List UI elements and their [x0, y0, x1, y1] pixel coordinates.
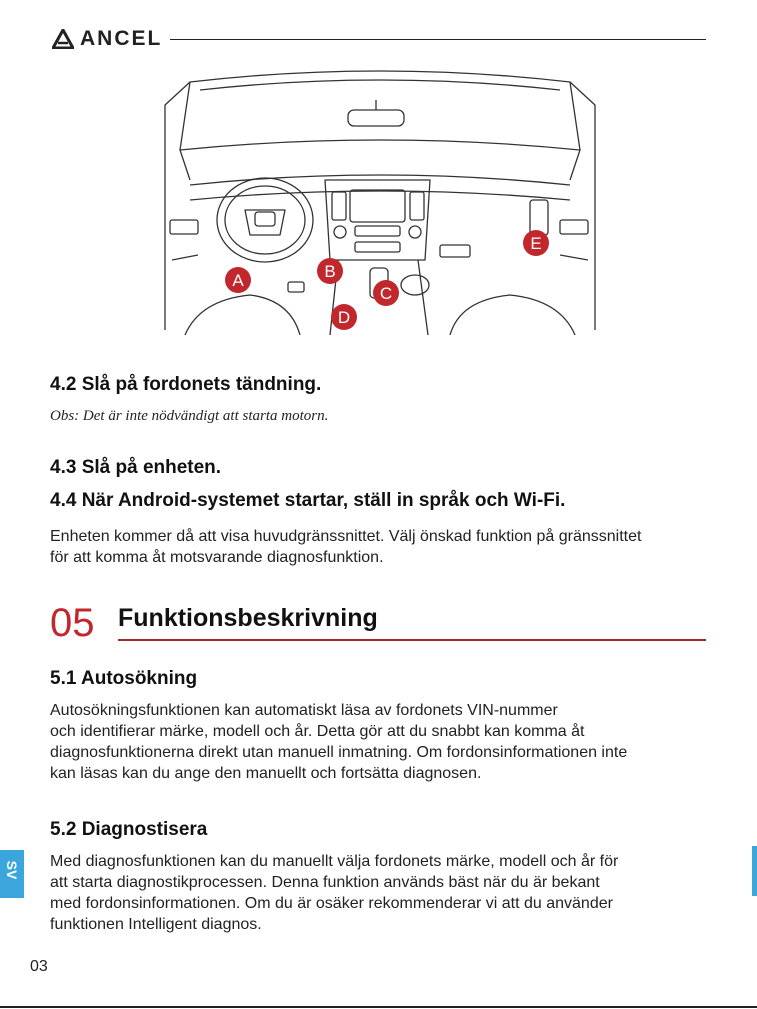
language-tab	[0, 850, 24, 898]
text-line: Med diagnosfunktionen kan du manuellt välja fordonets märke, modell och år för	[50, 853, 619, 870]
header-rule	[170, 39, 706, 40]
text-line: med fordonsinformationen. Om du är osäker rekommenderar vi att du använder	[50, 895, 613, 912]
section-title: Funktionsbeskrivning	[118, 604, 378, 632]
text-line: och identifierar märke, modell och år. Detta gör att du snabbt kan komma åt	[50, 723, 585, 740]
text-line: kan läsas kan du ange den manuellt och fortsätta diagnosen.	[50, 765, 482, 782]
marker-a: A	[232, 271, 244, 290]
footer-rule	[0, 1006, 757, 1008]
text-line: diagnosfunktionerna direkt utan manuell inmatning. Om fordonsinformationen inte	[50, 744, 628, 761]
brand-logo	[52, 27, 162, 51]
text-line: för att komma åt motsvarande diagnosfunktion.	[50, 549, 384, 566]
section-number: 05	[50, 601, 95, 645]
heading-4-4: 4.4 När Android-systemet startar, ställ in språk och Wi-Fi.	[50, 490, 566, 511]
marker-e: E	[530, 234, 542, 253]
marker-c: C	[379, 284, 393, 303]
section-rule	[118, 639, 706, 641]
car-interior-illustration	[160, 60, 600, 340]
right-edge-marker	[752, 846, 757, 896]
paragraph-5-1	[50, 700, 627, 784]
text-line: Autosökningsfunktionen kan automatiskt läsa av fordonets VIN-nummer	[50, 702, 558, 719]
note-4-2: Obs: Det är inte nödvändigt att starta motorn.	[50, 408, 329, 424]
heading-5-2: 5.2 Diagnostisera	[50, 819, 208, 840]
page-number: 03	[30, 958, 48, 975]
diagram-markers	[225, 230, 549, 330]
marker-d: D	[337, 308, 351, 327]
heading-4-3: 4.3 Slå på enheten.	[50, 457, 222, 478]
brand-name: ANCEL	[80, 27, 163, 50]
marker-b: B	[324, 262, 336, 281]
ancel-logo-icon	[52, 29, 74, 49]
text-line: Enheten kommer då att visa huvudgränssnittet. Välj önskad funktion på gränssnittet	[50, 528, 642, 545]
paragraph-5-2	[50, 851, 618, 935]
paragraph-4-4	[50, 526, 641, 568]
heading-5-1: 5.1 Autosökning	[50, 668, 198, 689]
heading-4-2: 4.2 Slå på fordonets tändning.	[50, 374, 322, 395]
text-line: att starta diagnostikprocessen. Denna funktion används bäst när du är bekant	[50, 874, 600, 891]
text-line: funktionen Intelligent diagnos.	[50, 916, 262, 933]
language-label: SV	[4, 860, 20, 880]
